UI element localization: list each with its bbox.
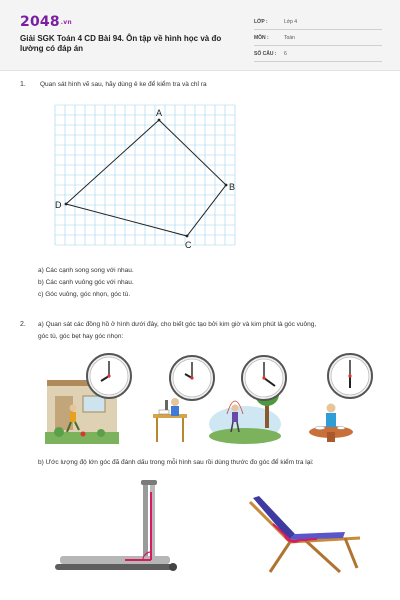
- meta-label: LỚP :: [254, 18, 268, 25]
- label-d: D: [55, 200, 62, 210]
- square-grid: [55, 105, 235, 245]
- ball: [81, 432, 86, 437]
- option-a: a) Các cạnh song song với nhau.: [38, 267, 134, 274]
- meta-info: [254, 14, 382, 62]
- logo-suffix: .vn: [60, 19, 72, 26]
- chair-back-fabric: [253, 496, 295, 540]
- desk-top: [153, 414, 187, 418]
- meta-row-grade: [254, 14, 382, 30]
- question-number: 1.: [20, 81, 26, 88]
- question-number: 2.: [20, 321, 26, 328]
- question-prompt-line1: a) Quan sát các đồng hồ ở hình dưới đây, cho biết góc tạo bởi kim giờ và kim phút là góc vuông,: [38, 321, 317, 328]
- page-title: Giải SGK Toán 4 CD Bài 94. Ôn tập về hình học và đo lường có đáp án: [20, 34, 222, 53]
- meta-label: MÔN :: [254, 34, 269, 41]
- label-b: B: [229, 182, 236, 192]
- question-prompt-line2: góc tù, góc bẹt hay góc nhọn:: [38, 333, 124, 340]
- meta-row-question-count: [254, 46, 382, 62]
- vertex-b: [225, 184, 228, 187]
- meta-value: Lớp 4: [284, 18, 298, 25]
- lamp: [165, 400, 168, 410]
- bush: [54, 427, 64, 437]
- plate: [337, 427, 345, 430]
- clock-center: [348, 374, 351, 377]
- child-body: [171, 406, 179, 416]
- bush: [97, 429, 105, 437]
- child-head: [70, 405, 77, 412]
- treadmill-belt: [55, 564, 177, 570]
- meta-value: Toán: [284, 34, 295, 41]
- chair-leg: [345, 538, 357, 568]
- question-prompt-b: b) Ước lượng độ lớn góc đã đánh dấu trong mỗi hình sau rồi dùng thước đo góc để kiểm tra lại:: [38, 459, 314, 466]
- meta-value: 6: [284, 50, 287, 57]
- logo-text: 2048: [20, 14, 60, 30]
- option-c: c) Góc vuông, góc nhọn, góc tù.: [38, 291, 131, 298]
- meta-row-subject: [254, 30, 382, 46]
- child-head: [171, 398, 179, 406]
- clock-center: [107, 374, 110, 377]
- chair-leg: [305, 540, 340, 572]
- child-body: [70, 412, 76, 422]
- lounge-chair-illustration: [245, 490, 370, 580]
- clock-center: [190, 376, 193, 379]
- vertex-c: [186, 235, 189, 238]
- treadmill-post: [143, 483, 148, 568]
- table-base: [327, 432, 335, 442]
- vertex-d: [65, 203, 68, 206]
- treadmill-handle: [141, 480, 157, 485]
- child-body: [232, 412, 238, 422]
- treadmill-deck: [60, 556, 170, 564]
- child-head: [232, 405, 239, 412]
- label-a: A: [156, 108, 163, 118]
- chair-leg: [270, 542, 290, 572]
- meta-label: SỐ CÂU :: [254, 50, 277, 57]
- child-body: [326, 413, 336, 427]
- bowl: [315, 426, 325, 429]
- vertex-a: [158, 119, 161, 122]
- quadrilateral-abcd: [66, 120, 226, 236]
- scene-3-illustration: [205, 352, 295, 447]
- treadmill-illustration: [55, 478, 185, 578]
- site-logo[interactable]: [20, 14, 72, 30]
- label-c: C: [185, 240, 192, 250]
- clock-center: [262, 376, 265, 379]
- treadmill-roller: [169, 563, 177, 571]
- child-head: [327, 404, 336, 413]
- scene-1-illustration: [45, 352, 135, 447]
- option-b: b) Các cạnh vuông góc với nhau.: [38, 279, 134, 286]
- grass: [209, 428, 281, 444]
- header: [0, 0, 400, 71]
- book: [159, 410, 169, 414]
- scene-4-illustration: [305, 352, 385, 447]
- question-prompt: Quan sát hình vẽ sau, hãy dùng ê ke để kiểm tra và chỉ ra: [40, 81, 207, 88]
- quadrilateral-figure: [50, 100, 250, 255]
- window: [83, 396, 105, 412]
